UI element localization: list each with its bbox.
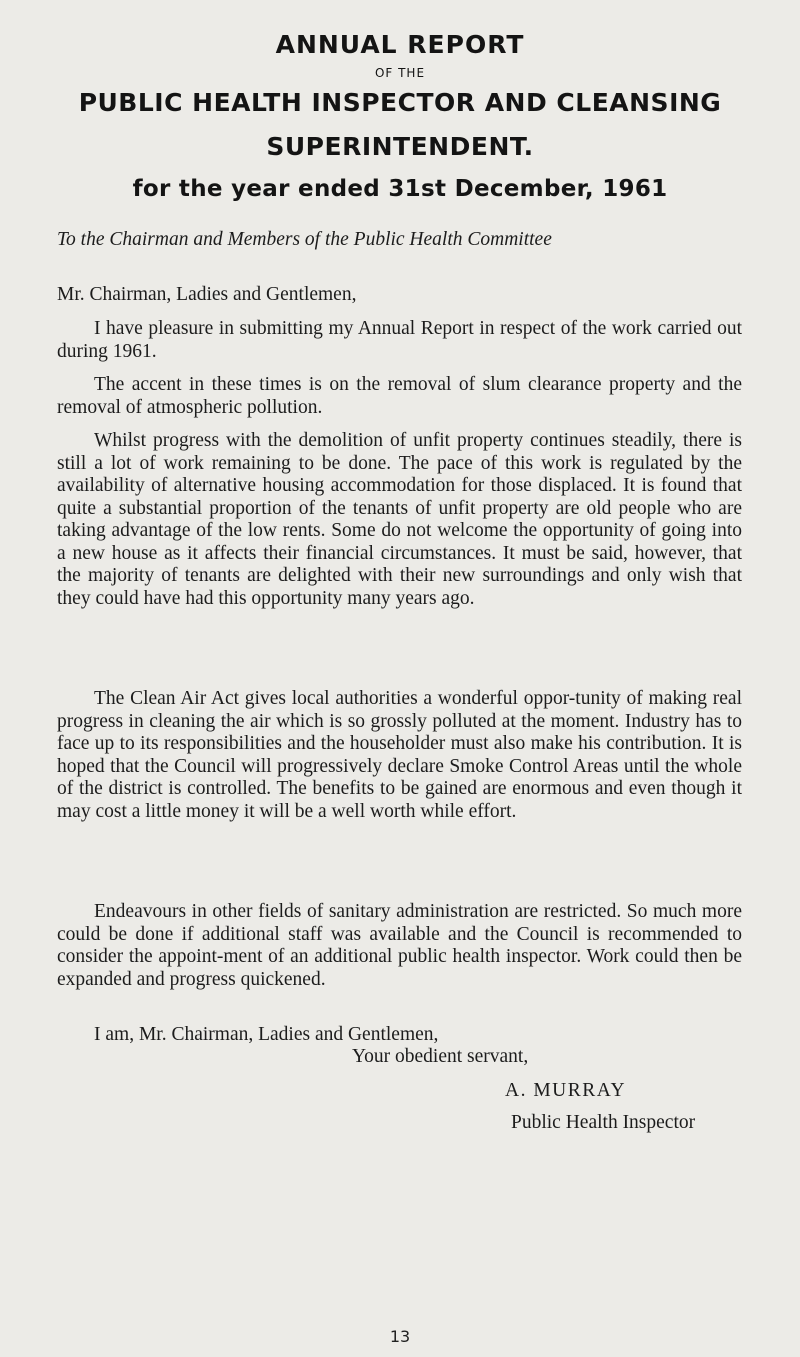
subtitle-line-1: PUBLIC HEALTH INSPECTOR AND CLEANSING <box>78 88 722 117</box>
paragraph: Whilst progress with the demolition of unfit property continues steadily, there is still a lot of work remaining to be done. The pace of this work is regulated by the availability of alternative housing accommodation for those displaced. It is found that quite a substantial proportion of the tenants of unfit property are old people who are taking advantage of the low rents. Some do not welcome the opportunity of going into a new house as it affects their financial circumstances. It must be said, however, that the majority of tenants are delighted with their new surroundings and only wish that they could have had this opportunity many years ago. <box>57 430 742 609</box>
signatory-name: A. MURRAY <box>505 1080 627 1101</box>
report-title: ANNUAL REPORT <box>275 30 525 59</box>
paragraph: The accent in these times is on the removal of slum clearance property and the removal of atmospheric pollution. <box>57 374 742 418</box>
salutation: Mr. Chairman, Ladies and Gentlemen, <box>57 284 357 305</box>
sign-off: Your obedient servant, <box>352 1046 529 1067</box>
paragraph: The Clean Air Act gives local authorities a wonderful oppor-tunity of making real progress in cleaning the air which is so grossly polluted at the moment. Industry has to face up to its responsibilities and the householder must also make his contribution. It is hoped that the Council will progressively declare Smoke Control Areas until the whole of the district is controlled. The benefits to be gained are enormous and even though it may cost a little money it will be a well worth while effort. <box>57 688 742 822</box>
report-period: for the year ended 31st December, 1961 <box>132 176 668 202</box>
paragraph: I have pleasure in submitting my Annual Report in respect of the work carried out during 1961. <box>57 318 742 362</box>
signatory-title: Public Health Inspector <box>511 1112 696 1133</box>
subtitle-line-2: SUPERINTENDENT. <box>266 132 534 161</box>
of-the-line: OF THE <box>374 66 426 80</box>
paragraph: Endeavours in other fields of sanitary administration are restricted. So much more could be done if additional staff was available and the Council is recommended to consider the appoint-ment of an additional public health inspector. Work could then be expanded and progress quickened. <box>57 901 742 990</box>
addressee: To the Chairman and Members of the Public Health Committee <box>57 229 552 250</box>
page-number: 13 <box>389 1327 411 1346</box>
closing-line: I am, Mr. Chairman, Ladies and Gentlemen, <box>94 1024 439 1045</box>
